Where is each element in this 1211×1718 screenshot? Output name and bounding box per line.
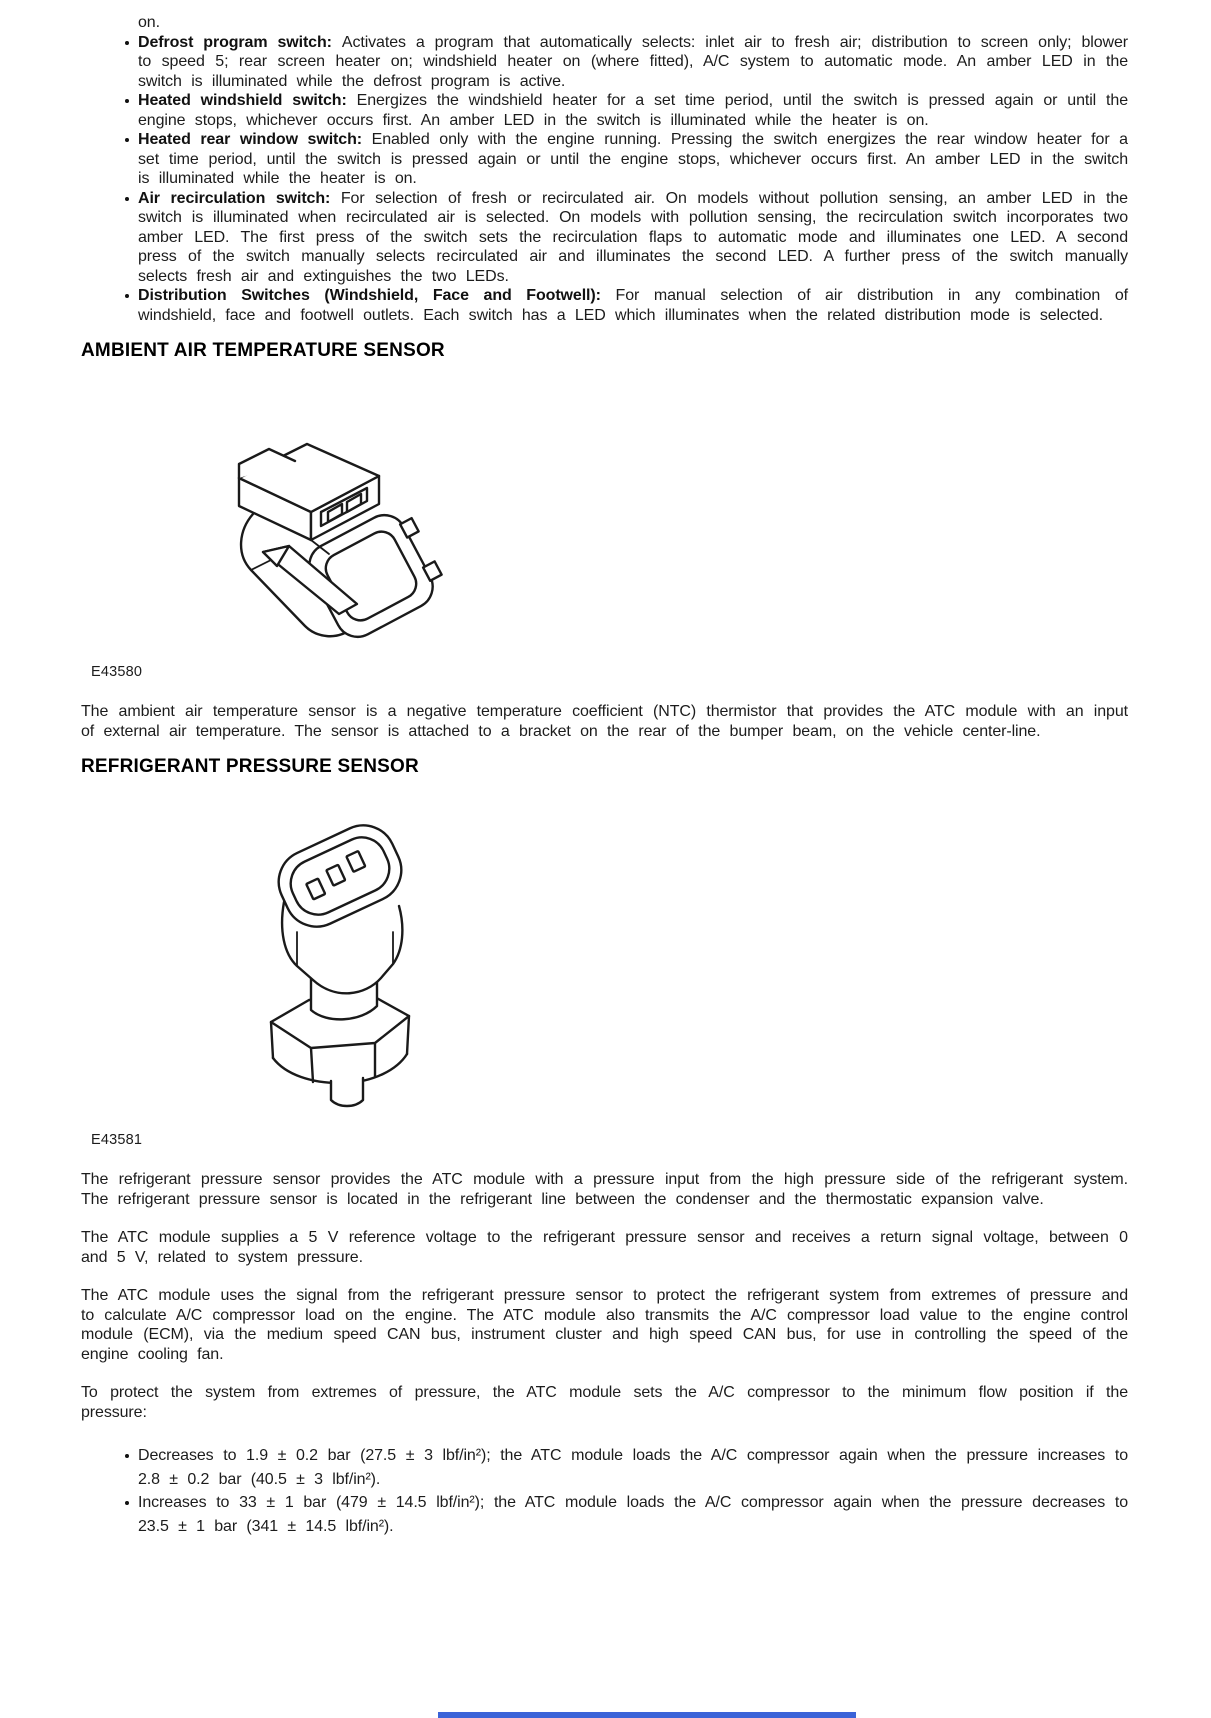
section-heading-ambient-air-temperature-sensor: AMBIENT AIR TEMPERATURE SENSOR <box>81 340 445 361</box>
figure-label: E43581 <box>91 1132 143 1148</box>
pressure-list-item: Decreases to 1.9 ± 0.2 bar (27.5 ± 3 lbf/in²); the ATC module loads the A/C compressor again when the pressure increases to 2.8 ± 0.2 bar (40.5 ± 3 lbf/in²). <box>81 1444 1128 1491</box>
bullet-description: For selection of fresh or recirculated air. On models without pollution sensing, an amber LED in the switch is illuminated when recirculated air is selected. On models with pollution sensing, the recirculation switch incorporates two amber LED. The first press of the switch sets the recirculation flaps to automatic mode and illuminates one LED. A second press of the switch manually selects recirculated air and illuminates the second LED. A further press of the switch manually selects fresh air and extinguishes the two LEDs. <box>138 189 1128 285</box>
ambient-sensor-figure <box>81 418 1128 680</box>
bullet-term: Air recirculation switch: <box>138 189 331 207</box>
switch-bullet-list <box>81 33 1128 326</box>
bullet-description: Energizes the windshield heater for a set time period, until the switch is pressed again or until the engine stops, whichever occurs first. An amber LED in the switch is illuminated while the heater is on. <box>138 92 1128 129</box>
bullet-description: For manual selection of air distribution in any combination of windshield, face and footwell outlets. Each switch has a LED which illuminates when the related distribution mode is selected. <box>138 287 1128 324</box>
refrigerant-sensor-figure <box>81 812 1128 1148</box>
figure-label: E43580 <box>91 664 143 680</box>
bullet-term: Heated windshield switch: <box>138 92 347 109</box>
refrigerant-paragraph-4: To protect the system from extremes of pressure, the ATC module sets the A/C compressor to the minimum flow position if the pressure: <box>81 1384 1128 1421</box>
bullet-term: Defrost program switch: <box>138 33 332 51</box>
switch-list-item <box>81 91 1128 130</box>
switch-list-item <box>81 189 1128 287</box>
bullet-term: Heated rear window switch: <box>138 131 362 148</box>
bottom-accent-bar <box>438 1712 856 1718</box>
switch-list-item <box>81 286 1128 325</box>
switch-list-item <box>81 130 1128 189</box>
switch-list-item <box>81 33 1128 92</box>
ambient-sensor-paragraph: The ambient air temperature sensor is a negative temperature coefficient (NTC) thermistor that provides the ATC module with an input of external air temperature. The sensor is attached to a bracket on the rear of the bumper beam, on the vehicle center-line. <box>81 703 1128 740</box>
pressure-list-item: Increases to 33 ± 1 bar (479 ± 14.5 lbf/in²); the ATC module loads the A/C compressor again when the pressure decreases to 23.5 ± 1 bar (341 ± 14.5 lbf/in²). <box>81 1491 1128 1538</box>
ambient-air-temperature-sensor-connector-drawing <box>211 418 459 646</box>
bullet-term: Distribution Switches (Windshield, Face and Footwell): <box>138 287 601 304</box>
bullet-description: Enabled only with the engine running. Pressing the switch energizes the rear window heater for a set time period, until the switch is pressed again or until the engine stops, whichever occurs first. An amber LED in the switch is illuminated while the heater is on. <box>138 131 1128 187</box>
pressure-threshold-list <box>81 1444 1128 1538</box>
refrigerant-pressure-sensor-drawing <box>251 812 431 1114</box>
continuation-line: on. <box>138 14 160 31</box>
refrigerant-paragraph-1: The refrigerant pressure sensor provides the ATC module with a pressure input from the high pressure side of the refrigerant system. The refrigerant pressure sensor is located in the refrigerant line between the condenser and the thermostatic expansion valve. <box>81 1171 1128 1208</box>
bullet-description: Activates a program that automatically selects: inlet air to fresh air; distribution to screen only; blower to speed 5; rear screen heater on; windshield heater on (where fitted), A/C system to automatic mode. An amber LED in the switch is illuminated while the defrost program is active. <box>138 33 1128 90</box>
refrigerant-paragraph-3: The ATC module uses the signal from the refrigerant pressure sensor to protect the refrigerant system from extremes of pressure and to calculate A/C compressor load on the engine. The ATC module also transmits the A/C compressor load value to the engine control module (ECM), via the medium speed CAN bus, instrument cluster and high speed CAN bus, for use in controlling the speed of the engine cooling fan. <box>81 1287 1128 1363</box>
refrigerant-paragraph-2: The ATC module supplies a 5 V reference voltage to the refrigerant pressure sensor and receives a return signal voltage, between 0 and 5 V, related to system pressure. <box>81 1229 1128 1266</box>
section-heading-refrigerant-pressure-sensor: REFRIGERANT PRESSURE SENSOR <box>81 756 419 777</box>
